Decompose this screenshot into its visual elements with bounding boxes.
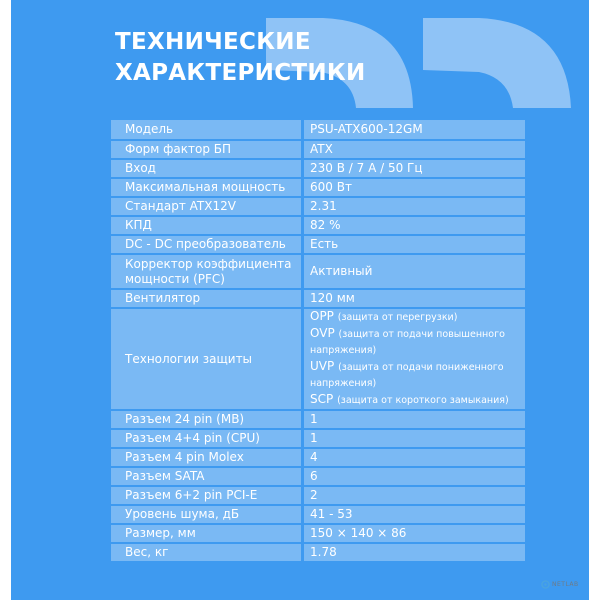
netlab-logo	[541, 580, 579, 589]
spec-row-atx12v	[111, 198, 525, 215]
spec-value: 230 В / 7 А / 50 Гц	[304, 160, 525, 177]
protection-desc: (защита от перегрузки)	[337, 312, 458, 323]
spec-value: 1	[304, 430, 525, 447]
spec-label: Вес, кг	[111, 544, 304, 561]
protection-desc: (защита от подачи пониженного напряжения)	[310, 362, 504, 389]
protection-item	[310, 326, 525, 358]
spec-row-model	[111, 120, 525, 139]
spec-value: 4	[304, 449, 525, 466]
spec-row-weight	[111, 544, 525, 561]
protection-desc: (защита от короткого замыкания)	[337, 395, 509, 406]
spec-label: КПД	[111, 217, 304, 234]
spec-label: Разъем 4 pin Molex	[111, 449, 304, 466]
spec-label: Разъем 4+4 pin (CPU)	[111, 430, 304, 447]
spec-label: Разъем 24 pin (MB)	[111, 411, 304, 428]
spec-row-fan	[111, 290, 525, 307]
specs-table	[111, 118, 525, 563]
spec-row-form-factor	[111, 141, 525, 158]
spec-value: Активный	[304, 255, 525, 288]
spec-row-dc-dc	[111, 236, 525, 253]
spec-row-molex	[111, 449, 525, 466]
spec-row-input	[111, 160, 525, 177]
spec-value: 1.78	[304, 544, 525, 561]
spec-value: 600 Вт	[304, 179, 525, 196]
spec-row-pfc	[111, 255, 525, 288]
spec-label: Разъем SATA	[111, 468, 304, 485]
title-line-1: ТЕХНИЧЕСКИЕ	[115, 29, 311, 55]
spec-label: Стандарт ATX12V	[111, 198, 304, 215]
spec-value: 150 × 140 × 86	[304, 525, 525, 542]
spec-row-pcie	[111, 487, 525, 504]
spec-value: 1	[304, 411, 525, 428]
spec-label: Разъем 6+2 pin PCI-E	[111, 487, 304, 504]
spec-row-protection	[111, 309, 525, 409]
title-line-2: ХАРАКТЕРИСТИКИ	[115, 60, 366, 86]
spec-value: 2.31	[304, 198, 525, 215]
page-title	[115, 27, 366, 89]
spec-label: Максимальная мощность	[111, 179, 304, 196]
spec-row-sata	[111, 468, 525, 485]
netlab-logo-text: NETLAB	[552, 581, 579, 588]
netlab-logo-icon	[541, 580, 550, 589]
spec-label: Корректор коэффициента мощности (PFC)	[111, 255, 304, 288]
spec-label: Модель	[111, 120, 304, 139]
protection-code: OPP	[310, 309, 334, 323]
spec-row-max-power	[111, 179, 525, 196]
spec-value: 2	[304, 487, 525, 504]
protection-list	[304, 309, 525, 409]
protection-item	[310, 359, 525, 391]
spec-card	[11, 0, 589, 600]
protection-code: UVP	[310, 359, 335, 373]
spec-value: 82 %	[304, 217, 525, 234]
spec-value: 120 мм	[304, 290, 525, 307]
spec-value: 41 - 53	[304, 506, 525, 523]
protection-item	[310, 309, 525, 325]
spec-label: DC - DC преобразователь	[111, 236, 304, 253]
spec-label: Вентилятор	[111, 290, 304, 307]
spec-label: Размер, мм	[111, 525, 304, 542]
protection-code: SCP	[310, 392, 334, 406]
spec-row-size	[111, 525, 525, 542]
spec-row-efficiency	[111, 217, 525, 234]
spec-value: PSU-ATX600-12GM	[304, 120, 525, 139]
spec-value: ATX	[304, 141, 525, 158]
protection-desc: (защита от подачи повышенного напряжения)	[310, 329, 505, 356]
spec-label: Вход	[111, 160, 304, 177]
spec-value: 6	[304, 468, 525, 485]
spec-label: Форм фактор БП	[111, 141, 304, 158]
spec-row-cpu	[111, 430, 525, 447]
spec-label: Технологии защиты	[111, 309, 304, 409]
spec-value: Есть	[304, 236, 525, 253]
protection-code: OVP	[310, 326, 335, 340]
spec-label: Уровень шума, дБ	[111, 506, 304, 523]
protection-item	[310, 392, 525, 408]
spec-row-noise	[111, 506, 525, 523]
spec-row-24pin	[111, 411, 525, 428]
